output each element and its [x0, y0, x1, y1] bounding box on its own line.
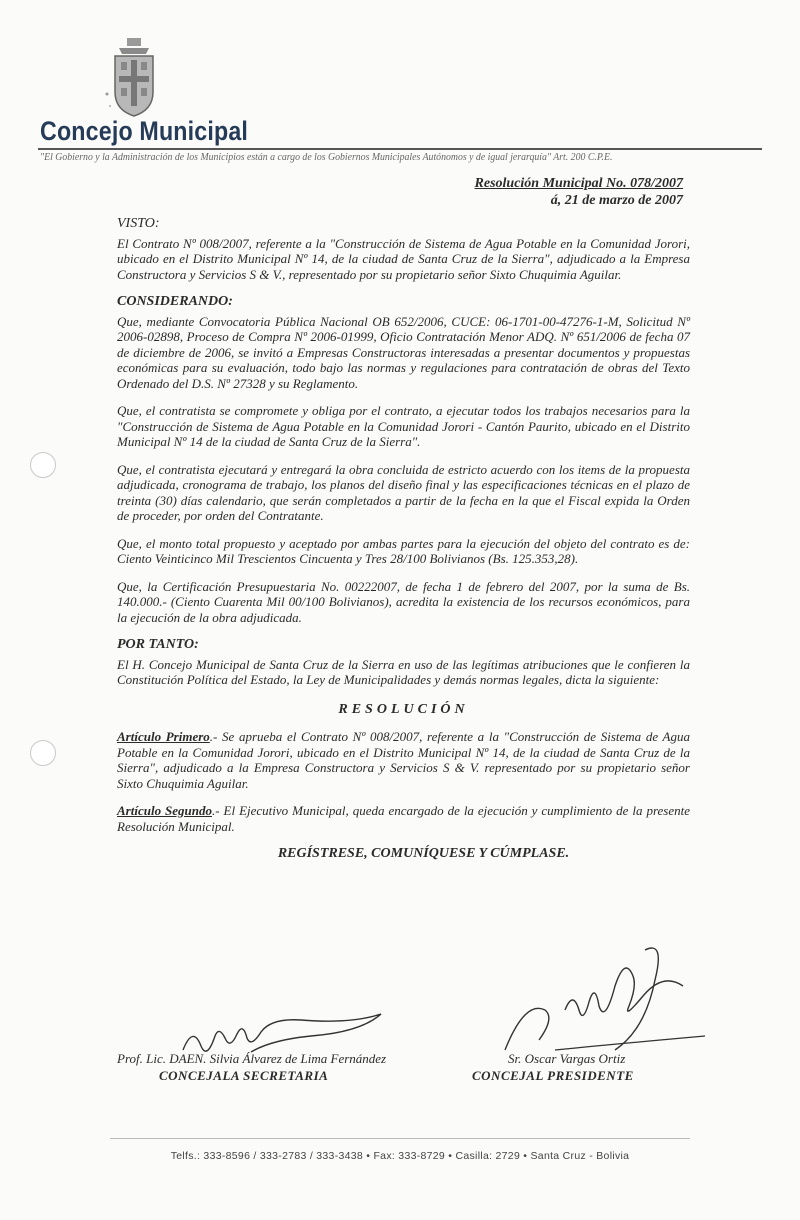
document-body — [117, 216, 690, 862]
closing-statement: REGÍSTRESE, COMUNÍQUESE Y CÚMPLASE. — [277, 846, 570, 861]
resolution-number: Resolución Municipal No. 078/2007 — [474, 176, 683, 191]
por-tanto-heading: POR TANTO: — [117, 637, 199, 652]
visto-text: El Contrato Nº 008/2007, referente a la "Construcción de Sistema de Agua Potable en la Comunidad Jorori, ubicado en el Distrito Municipal Nº 14, de la ciudad de Santa Cruz de la Sierra", adjudicado a la Empresa Constructora y Servicios S & V., representado por su propietario señor Sixto Chuquimia Aguilar. — [117, 235, 690, 282]
article-title: Artículo Primero — [117, 729, 210, 744]
article-title: Artículo Segundo — [117, 803, 212, 818]
signatory-title: CONCEJAL PRESIDENTE — [472, 1068, 634, 1083]
punch-hole — [30, 452, 56, 478]
considerando-paragraph: Que, mediante Convocatoria Pública Nacional OB 652/2006, CUCE: 06-1701-00-47276-1-M, Solicitud Nº 2006-02898, Proceso de Compra Nº 2006-01999, Oficio Contratación Menor ADQ. Nº 651/2006 de fecha 07 de diciembre de 2006, se invitó a Empresas Constructoras interesadas a presentar documentos y propuestas económicas para su evaluación, todo bajo las normas y regulaciones para contratación de obras del Texto Ordenado del D.S. Nº 27328 y su Reglamento. — [117, 313, 690, 391]
footer-rule — [110, 1138, 690, 1139]
article-primero — [117, 729, 690, 791]
article-text: .- Se aprueba el Contrato Nº 008/2007, referente a la "Construcción de Sistema de Agua Potable en la Comunidad Jorori, ubicado en el Distrito Municipal Nº 14, de la ciudad de Santa Cruz de la Sierra", adjudicado a la Empresa Constructora y Servicios S & V. representado por su propietario señor Sixto Chuquimia Aguilar. — [117, 729, 690, 791]
por-tanto-text: El H. Concejo Municipal de Santa Cruz de la Sierra en uso de las legítimas atribuciones que le confieren la Constitución Política del Estado, la Ley de Municipalidades y demás normas legales, dicta la siguiente: — [117, 656, 690, 687]
article-segundo — [117, 803, 690, 834]
signature-block-secretaria — [117, 1050, 386, 1084]
considerando-paragraph: Que, el contratista se compromete y obliga por el contrato, a ejecutar todos los trabajos necesarios para la "Construcción de Sistema de Agua Potable en la Comunidad Jorori - Cantón Paurito, ubicado en el Distrito Municipal Nº 14 de la ciudad de Santa Cruz de la Sierra". — [117, 403, 690, 449]
org-name: Concejo Municipal — [40, 116, 249, 146]
resolution-date: á, 21 de marzo de 2007 — [550, 193, 683, 208]
motto: "El Gobierno y la Administración de los Municipios están a cargo de los Gobiernos Municipales Autónomos y de igual jerarquía" Art. 200 C.P.E. — [40, 152, 613, 163]
signature-block-presidente — [472, 1050, 634, 1084]
considerando-heading: CONSIDERANDO: — [117, 294, 233, 309]
punch-hole — [30, 740, 56, 766]
visto-heading: VISTO: — [117, 216, 160, 231]
considerando-paragraph: Que, el monto total propuesto y aceptado por ambas partes para la ejecución del objeto del contrato es de: Ciento Veinticinco Mil Trescientos Cincuenta y Tres 28/100 Bolivianos (Bs. 125.353,28). — [117, 535, 690, 566]
resolucion-heading: RESOLUCIÓN — [338, 701, 469, 717]
reference-block — [475, 175, 683, 209]
footer-contact: Telfs.: 333-8596 / 333-2783 / 333-3438 • Fax: 333-8729 • Casilla: 2729 • Santa Cruz - Bolivia — [170, 1150, 630, 1162]
considerando-paragraph: Que, la Certificación Presupuestaria No. 00222007, de fecha 1 de febrero del 2007, por la suma de Bs. 140.000.- (Ciento Cuarenta Mil 00/100 Bolivianos), acredita la existencia de los recursos económicos, para la ejecución de la obra adjudicada. — [117, 578, 690, 625]
article-text: .- El Ejecutivo Municipal, queda encargado de la ejecución y cumplimiento de la presente Resolución Municipal. — [117, 803, 690, 834]
signature-presidente-icon — [495, 940, 725, 1060]
signatory-title: CONCEJALA SECRETARIA — [159, 1068, 329, 1083]
signatory-name: Prof. Lic. DAEN. Silvia Álvarez de Lima Fernández — [117, 1051, 387, 1066]
header-rule — [38, 148, 762, 150]
coat-of-arms-icon — [103, 36, 165, 120]
considerando-paragraph: Que, el contratista ejecutará y entregará la obra concluida de estricto acuerdo con los items de la propuesta adjudicada, cronograma de trabajo, los planos del diseño final y las especificaciones técnicas en el plazo de treinta (30) días calendario, que serán completados a partir de la fecha en la que el Fiscal expida la Orden de proceder, por orden del Contratante. — [117, 461, 690, 523]
signatory-name: Sr. Oscar Vargas Ortiz — [508, 1051, 626, 1066]
